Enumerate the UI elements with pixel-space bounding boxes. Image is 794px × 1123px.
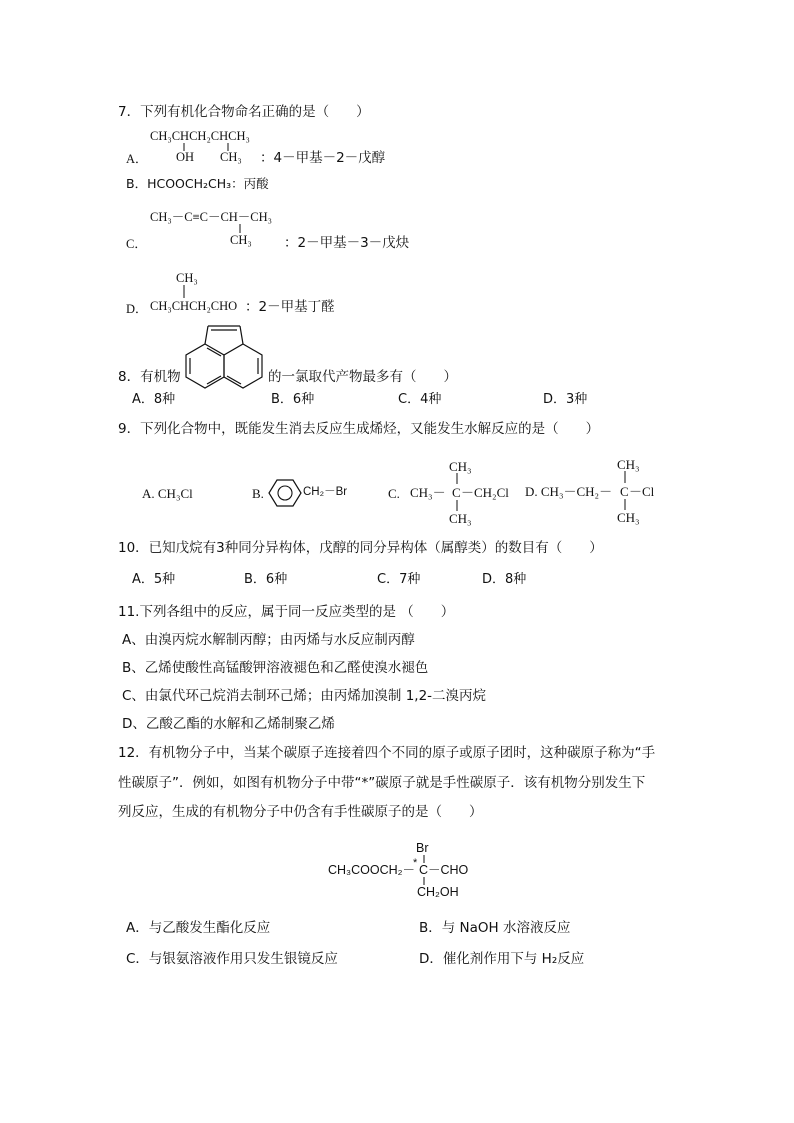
q7-d-name: ：2－甲基丁醛	[245, 299, 335, 315]
q8-option-b: B．6种	[271, 392, 315, 407]
q7-c-name: ：2－甲基－3－戊炔	[284, 235, 410, 251]
q11-option-c: C、由氯代环己烷消去制环己烯；由丙烯加溴制 1,2-二溴丙烷	[122, 688, 487, 704]
q12-mol-br: Br	[416, 841, 429, 855]
q9-option-d-top: CH₃	[617, 457, 640, 472]
q7-d-label: D．	[126, 302, 148, 316]
q9-option-c-right: －CH₂Cl	[461, 485, 509, 500]
q7-a-oh: OH	[176, 150, 195, 164]
q11-option-a: A、由溴丙烷水解制丙醇；由丙烯与水反应制丙醇	[122, 632, 415, 648]
q7-b-text: B．HCOOCH₂CH₃：丙酸	[126, 176, 269, 191]
q8-option-d: D．3种	[543, 392, 588, 407]
q9-option-c-center: C	[452, 485, 461, 500]
q12-line2: 性碳原子”．例如，如图有机物分子中带“*”碳原子就是手性碳原子．该有机物分别发生下	[118, 775, 646, 791]
q12-option-a: A．与乙酸发生酯化反应	[126, 920, 271, 936]
q12-mol-right: －CHO	[428, 863, 469, 877]
q7-stem: 7．下列有机化合物命名正确的是（ ）	[118, 104, 370, 120]
q7-a-ch3: CH₃	[220, 150, 242, 164]
q11-stem: 11.下列各组中的反应，属于同一反应类型的是 （ ）	[118, 604, 455, 620]
q9-option-d-label: D. CH₃－CH₂－	[525, 484, 613, 499]
q10-option-c: C．7种	[377, 572, 421, 587]
q9-option-c-left: CH₃－	[410, 485, 446, 500]
q9-stem: 9．下列化合物中，既能发生消去反应生成烯烃，又能发生水解反应的是（ ）	[118, 421, 600, 437]
q12-line1: 12．有机物分子中，当某个碳原子连接着四个不同的原子或原子团时，这种碳原子称为“手	[118, 745, 656, 761]
q12-option-c: C．与银氨溶液作用只发生银镜反应	[126, 951, 338, 967]
q8-stem-post: 的一氯取代产物最多有（ ）	[268, 369, 457, 385]
q7-c-formula-line1: CH₃－C≡C－CH－CH₃	[150, 210, 273, 224]
q7-a-label: A．	[126, 152, 148, 166]
q9-option-d-right: －Cl	[629, 484, 655, 499]
q9-option-a: A. CH₃Cl	[142, 486, 193, 501]
q12-mol-left: CH₃COOCH₂－	[328, 863, 416, 877]
q7-a-formula-line1: CH₃CHCH₂CHCH₃	[150, 129, 250, 143]
q7-c-label: C．	[126, 237, 147, 251]
q7-a-name: ：4－甲基－2－戊醇	[260, 150, 386, 166]
q9-option-d-bottom: CH₃	[617, 510, 640, 525]
q8-stem-pre: 8．有机物	[118, 369, 181, 385]
q9-option-b-group: CH₂－Br	[303, 486, 348, 498]
q12-mol-bottom: CH₂OH	[417, 885, 459, 899]
q10-option-a: A．5种	[132, 572, 176, 587]
q12-option-d: D．催化剂作用下与 H₂反应	[419, 951, 585, 967]
q10-option-b: B．6种	[244, 572, 288, 587]
q11-option-d: D、乙酸乙酯的水解和乙烯制聚乙烯	[122, 716, 335, 732]
q9-option-c-label: C.	[388, 486, 400, 501]
q7-c-ch3: CH₃	[230, 233, 252, 247]
q11-option-b: B、乙烯使酸性高锰酸钾溶液褪色和乙醛使溴水褪色	[122, 660, 429, 676]
q8-option-a: A．8种	[132, 392, 176, 407]
q10-option-d: D．8种	[482, 572, 527, 587]
q12-line3: 列反应，生成的有机物分子中仍含有手性碳原子的是（ ）	[118, 804, 483, 820]
q7-d-formula: CH₃CHCH₂CHO	[150, 299, 238, 313]
q9-option-b-label: B.	[252, 486, 264, 501]
q12-mol-c: C	[419, 863, 429, 877]
q12-option-b: B．与 NaOH 水溶液反应	[419, 920, 571, 936]
q9-option-d-center: C	[620, 484, 629, 499]
q10-stem: 10．已知戊烷有3种同分异构体，戊醇的同分异构体（属醇类）的数目有（ ）	[118, 540, 603, 556]
q9-option-c-bottom: CH₃	[449, 511, 472, 526]
q9-option-c-top: CH₃	[449, 459, 472, 474]
q12-mol-star: *	[413, 857, 418, 869]
q8-option-c: C．4种	[398, 392, 442, 407]
q7-d-ch3: CH₃	[176, 271, 198, 285]
